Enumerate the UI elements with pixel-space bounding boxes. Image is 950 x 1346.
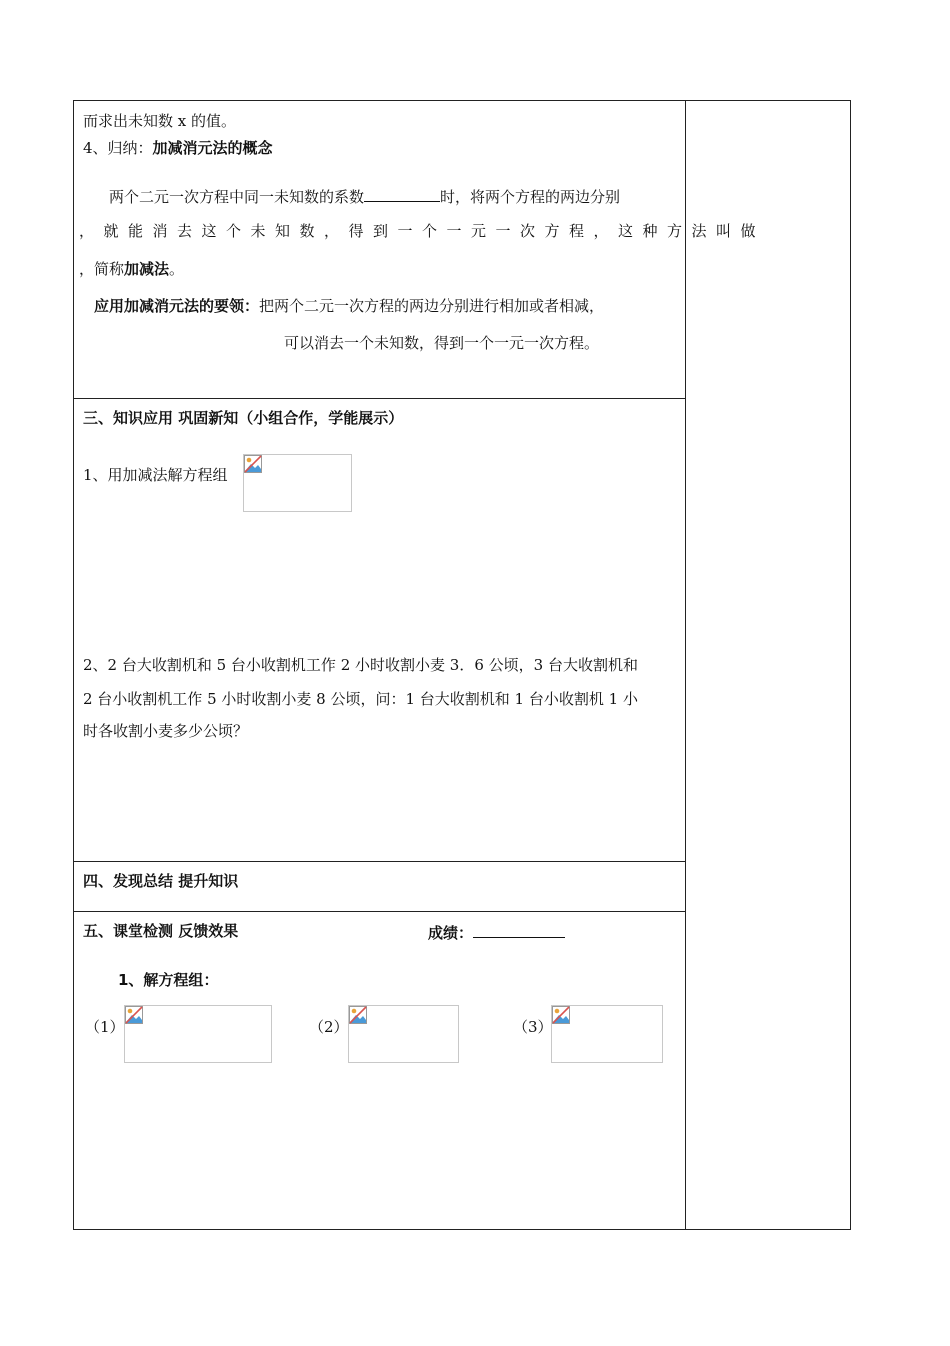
equation-image-1 bbox=[124, 1005, 272, 1063]
sub-question-2-label: （2） bbox=[309, 1018, 349, 1036]
concept-text-d: 。 bbox=[169, 260, 185, 278]
column-divider bbox=[685, 101, 686, 1229]
section4-title: 四、发现总结 提升知识 bbox=[83, 872, 239, 890]
sub-question-3-label: （3） bbox=[513, 1018, 553, 1036]
concept-paragraph-line1 bbox=[109, 185, 620, 207]
score-field bbox=[428, 921, 565, 943]
concept-paragraph-line3 bbox=[79, 259, 184, 279]
concept-text-b: 时，将两个方程的两边分别 bbox=[440, 188, 621, 206]
sub-question-1-label: （1） bbox=[85, 1018, 125, 1036]
term-jiajianfa: 加减法 bbox=[124, 260, 170, 278]
question2-line3: 时各收割小麦多少公顷？ bbox=[83, 722, 249, 740]
question2-line2: 2 台小收割机工作 5 小时收割小麦 8 公顷，问：1 台大收割机和 1 台小收割机 1 小 bbox=[83, 690, 638, 708]
induction-number: 4、归纳： bbox=[83, 139, 153, 157]
broken-image-icon bbox=[244, 455, 262, 473]
continuation-line: 而求出未知数 x 的值。 bbox=[83, 112, 236, 130]
equation-image bbox=[243, 454, 352, 512]
equation-image-3 bbox=[551, 1005, 663, 1063]
worksheet-table bbox=[73, 100, 851, 1230]
row-divider bbox=[74, 398, 685, 399]
row-divider bbox=[74, 911, 685, 912]
question2-line1: 2、2 台大收割机和 5 台小收割机工作 2 小时收割小麦 3．6 公顷，3 台大收割机和 bbox=[83, 656, 638, 674]
section3-title: 三、知识应用 巩固新知（小组合作，学能展示） bbox=[83, 409, 404, 427]
broken-image-icon bbox=[349, 1006, 367, 1024]
key-points-text: 把两个二元一次方程的两边分别进行相加或者相减， bbox=[259, 297, 605, 315]
key-points-line2: 可以消去一个未知数，得到一个一元一次方程。 bbox=[284, 334, 600, 352]
row-divider bbox=[74, 861, 685, 862]
question1: 1、用加减法解方程组 bbox=[83, 466, 228, 484]
fill-blank bbox=[364, 185, 440, 202]
key-points-line1 bbox=[94, 296, 604, 316]
score-label: 成绩： bbox=[428, 924, 474, 942]
broken-image-icon bbox=[552, 1006, 570, 1024]
broken-image-icon bbox=[125, 1006, 143, 1024]
equation-image-2 bbox=[348, 1005, 459, 1063]
induction-title: 加减消元法的概念 bbox=[152, 139, 273, 157]
induction-heading bbox=[83, 138, 273, 158]
section5-title: 五、课堂检测 反馈效果 bbox=[83, 922, 239, 940]
score-blank bbox=[473, 921, 565, 938]
concept-paragraph-line2: ，就能消去这个未知数，得到一个一元一次方程，这种方法叫做 bbox=[79, 222, 766, 240]
key-points-title: 应用加减消元法的要领： bbox=[94, 297, 260, 315]
concept-text-a: 两个二元一次方程中同一未知数的系数 bbox=[109, 188, 365, 206]
concept-text-c: ，简称 bbox=[79, 260, 125, 278]
section5-question1: 1、解方程组： bbox=[118, 971, 219, 989]
